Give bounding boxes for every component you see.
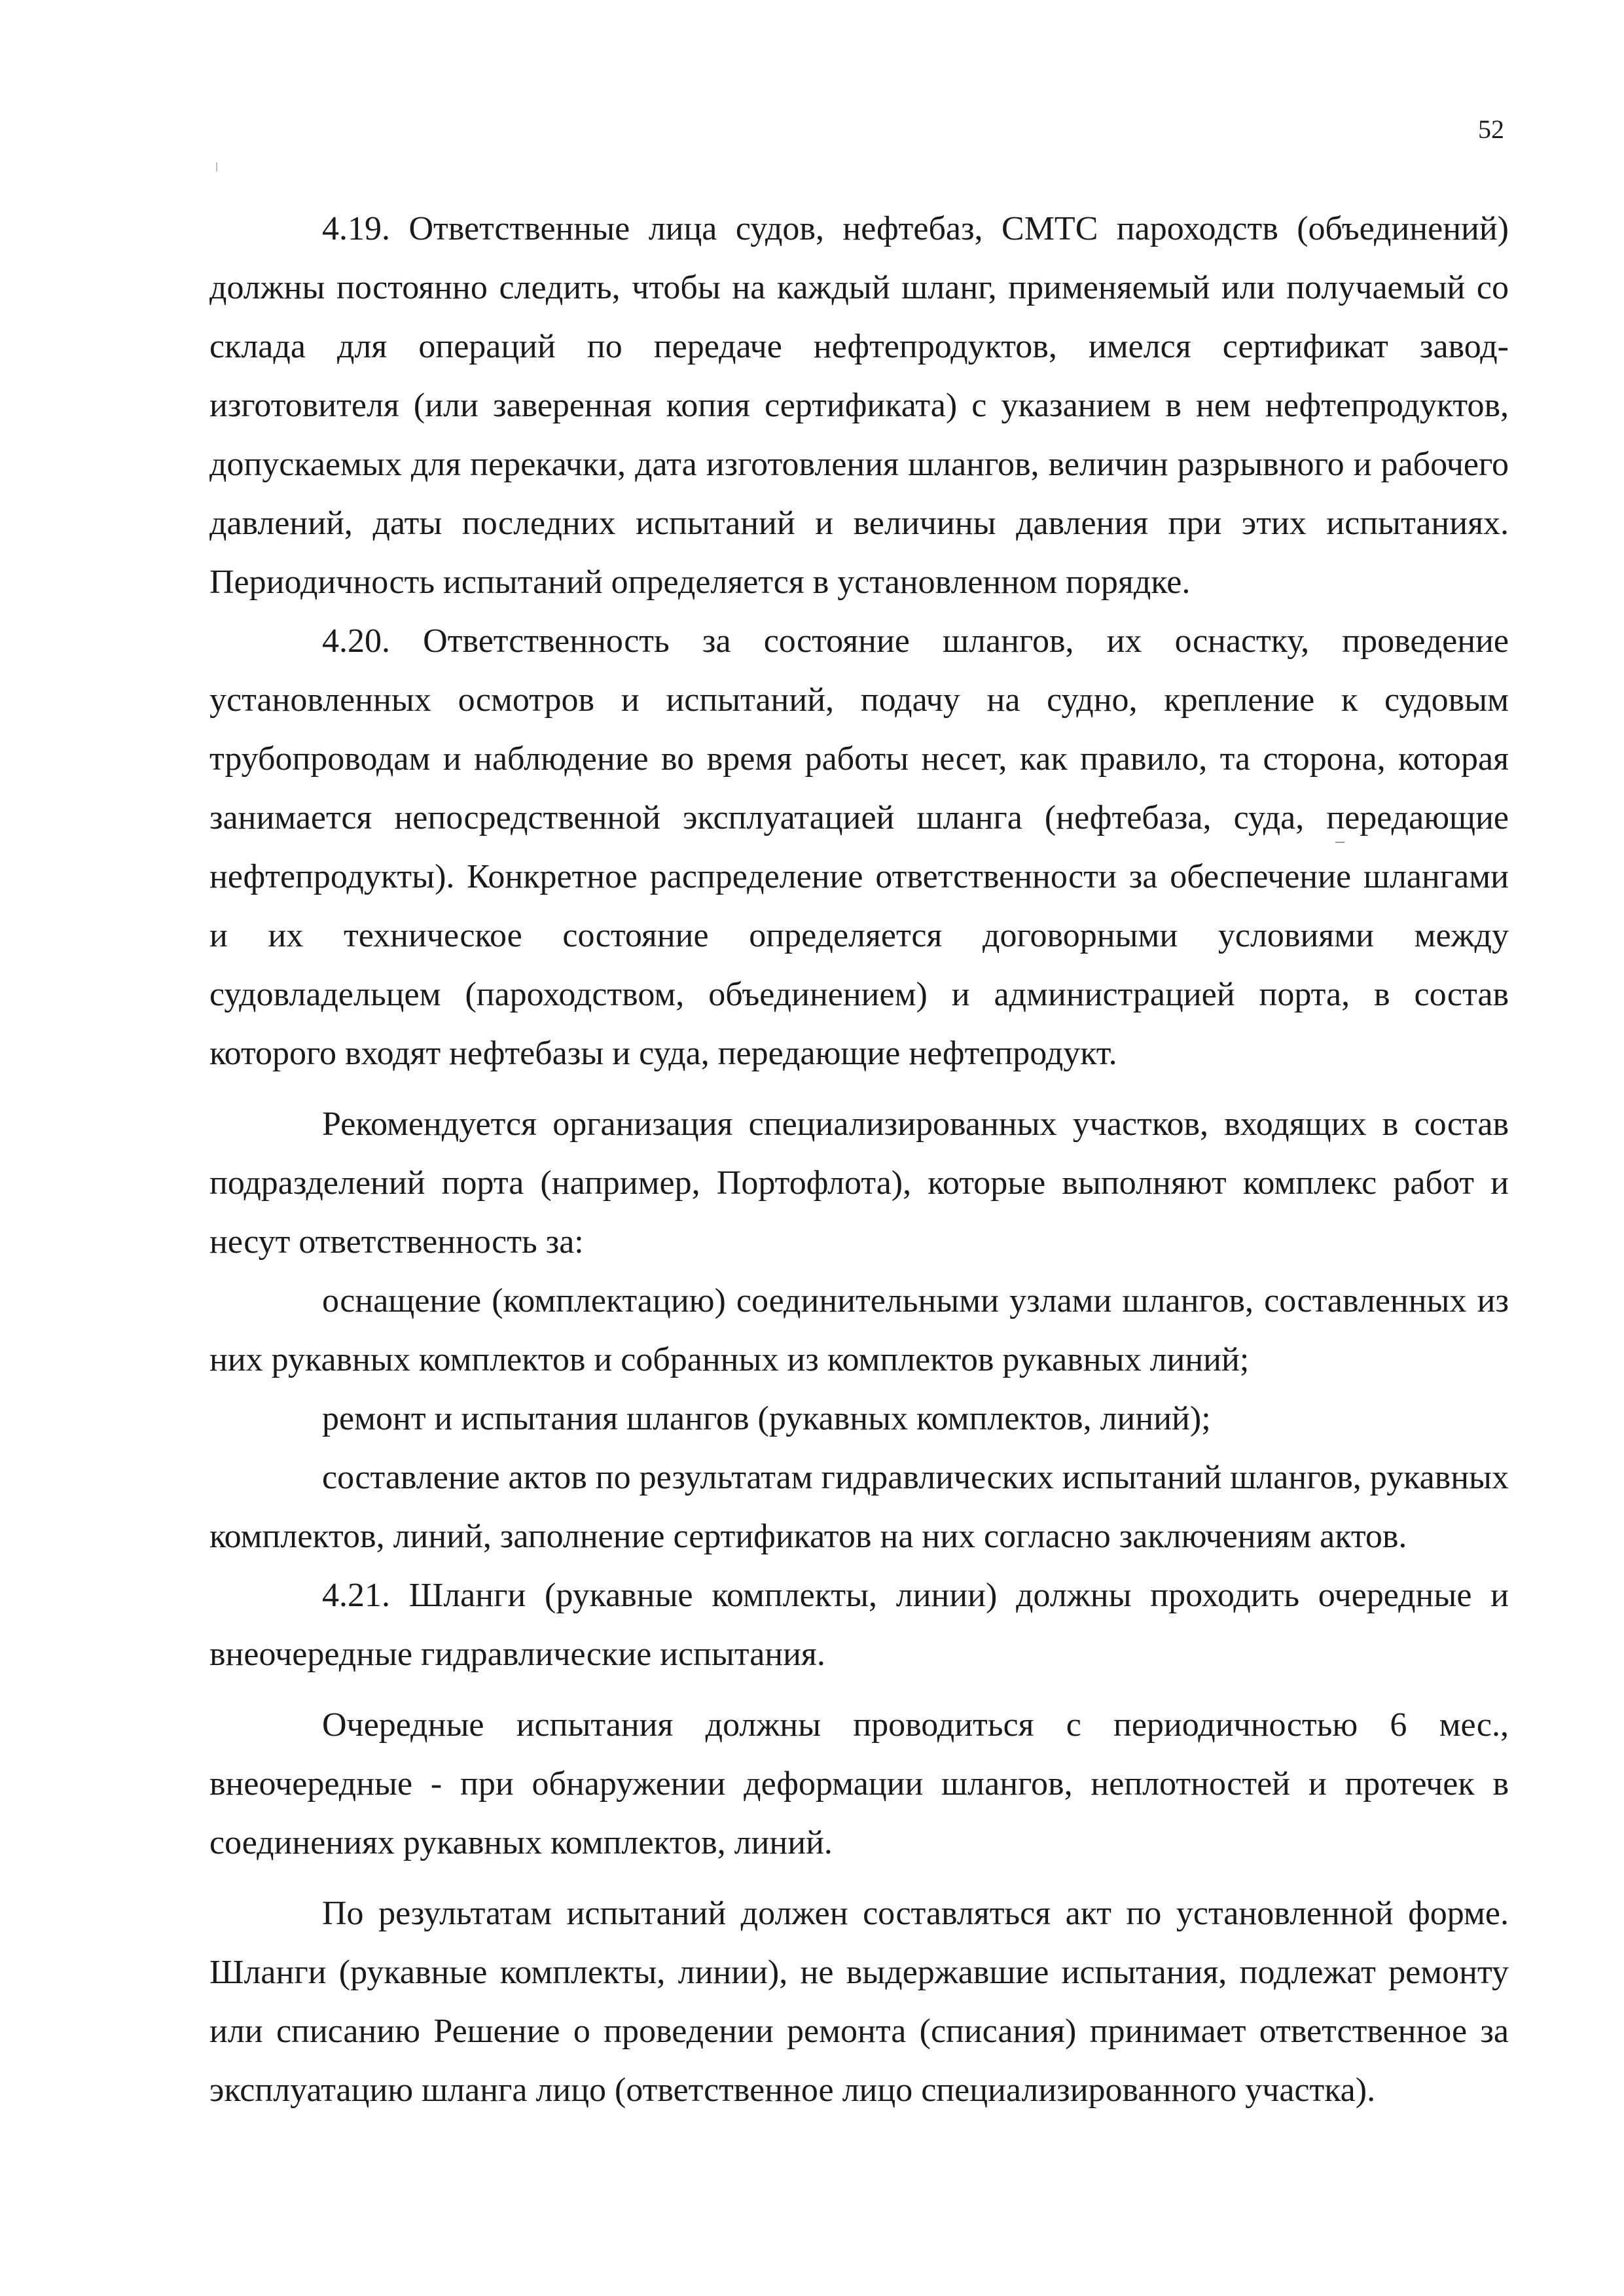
paragraph-test-results: По результатам испытаний должен составляться акт по установленной форме. Шланги (рукавные комплекты, линии), не выдержавшие испытания, подлежат ремонту или списанию Решение о проведении ремонта (списания) принимает ответственное за эксплуатацию шланга лицо (ответственное лицо специализированного участка).	[209, 1895, 1509, 2109]
list-item: составление актов по результатам гидравлических испытаний шлангов, рукавных комплектов, линий, заполнение сертификатов на них согласно заключениям актов.	[209, 1459, 1509, 1555]
paragraph-4-20: 4.20. Ответственность за состояние шлангов, их оснастку, проведение установленных осмотров и испытаний, подачу на судно, крепление к судовым трубопроводам и наблюдение во время работы несет, как правило, та сторона, которая занимается непосредственной эксплуатацией шланга (нефтебаза, суда, передающие нефтепродукты). Конкретное распределение ответственности за обеспечение шлангами и их техническое состояние определяется договорными условиями между судовладельцем (пароходством, объединением) и администрацией порта, в состав которого входят нефтебазы и суда, передающие нефтепродукт.	[209, 622, 1509, 1072]
paragraph-periodicity: Очередные испытания должны проводиться с периодичностью 6 мес., внеочередные - при обнаружении деформации шлангов, неплотностей и протечек в соединениях рукавных комплектов, линий.	[209, 1706, 1509, 1861]
paragraph-recommendation: Рекомендуется организация специализированных участков, входящих в состав подразделений порта (например, Портофлота), которые выполняют комплекс работ и несут ответственность за:	[209, 1105, 1509, 1261]
list-item: оснащение (комплектацию) соединительными узлами шлангов, составленных из них рукавных комплектов и собранных из комплектов рукавных линий;	[209, 1282, 1509, 1378]
page-number: 52	[1478, 115, 1504, 144]
scan-mark	[216, 162, 217, 171]
paragraph-4-21: 4.21. Шланги (рукавные комплекты, линии) должны проходить очередные и внеочередные гидравлические испытания.	[209, 1577, 1509, 1673]
document-body	[209, 200, 1509, 2120]
list-item: ремонт и испытания шлангов (рукавных комплектов, линий);	[322, 1400, 1211, 1437]
paragraph-4-19: 4.19. Ответственные лица судов, нефтебаз, СМТС пароходств (объединений) должны постоянно следить, чтобы на каждый шланг, применяемый или получаемый со склада для операций по передаче нефтепродуктов, имелся сертификат завод-изготовителя (или заверенная копия сертификата) с указанием в нем нефтепродуктов, допускаемых для перекачки, дата изготовления шлангов, величин разрывного и рабочего давлений, даты последних испытаний и величины давления при этих испытаниях. Периодичность испытаний определяется в установленном порядке.	[209, 210, 1509, 601]
